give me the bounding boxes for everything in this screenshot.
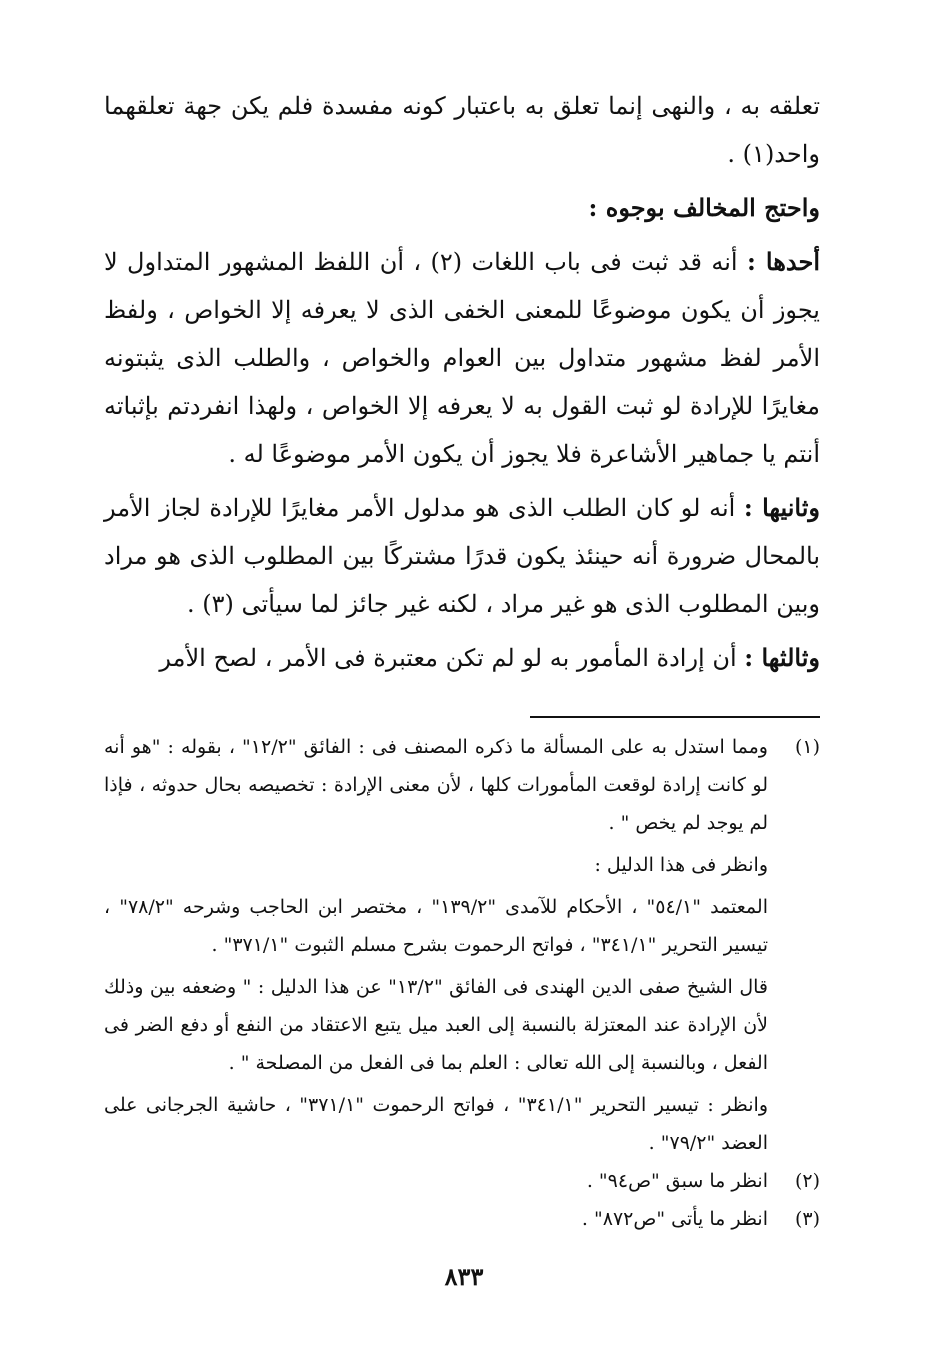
footnotes (104, 728, 820, 1238)
footnote-1-para-5: وانظر : تيسير التحرير "٣٤١/١" ، فواتح الرحموت "٣٧١/١" ، حاشية الجرجانى على العضد "٧٩/٢" . (104, 1094, 769, 1154)
footnote-2 (104, 1162, 820, 1200)
footnote-1-para-2: وانظر فى هذا الدليل : (594, 854, 768, 876)
footnote-1-para-4: قال الشيخ صفى الدين الهندى فى الفائق "١٣/٢" عن هذا الدليل : " وضعفه بين وذلك لأن الإرادة عند المعتزلة بالنسبة إلى العبد ميل يتبع الاعتقاد من النفع أو دفع الضر فى الفعل ، وبالنسبة إلى الله تعالى : العلم بما فى الفعل من المصلحة " . (104, 976, 768, 1074)
argument-first-lead: أحدها : (746, 247, 820, 276)
footnote-3 (104, 1200, 820, 1238)
argument-first (104, 238, 820, 478)
argument-second-lead: وثانيها : (743, 493, 820, 522)
argument-third-text: أن إرادة المأمور به لو لم تكن معتبرة فى الأمر ، لصح الأمر (159, 644, 745, 672)
argument-first-text: أنه قد ثبت فى باب اللغات (٢) ، أن اللفظ المشهور المتداول لا يجوز أن يكون موضوعًا للمعنى الخفى الذى لا يعرفه إلا الخواص ، ولفظ الأمر لفظ مشهور متداول بين العوام والخواص ، والطلب الذى يثبتونه مغايرًا للإرادة لو ثبت القول به لا يعرفه إلا الخواص ، ولهذا انفردتم بإثباته أنتم يا جماهير الأشاعرة فلا يجوز أن يكون الأمر موضوعًا له . (104, 248, 820, 468)
section-heading: واحتج المخالف بوجوه : (588, 193, 820, 222)
argument-second (104, 484, 820, 628)
footnote-divider (530, 716, 820, 718)
footnote-1-para-3: المعتمد "٥٤/١" ، الأحكام للآمدى "١٣٩/٢" ، مختصر ابن الحاجب وشرحه "٧٨/٢" ، تيسير التحرير "٣٤١/١" ، فواتح الرحموت بشرح مسلم الثبوت "٣٧١/١" . (104, 896, 768, 956)
footnote-3-number: (٣) (794, 1208, 820, 1230)
footnote-3-body: انظر ما يأتى "ص٨٧٢" . (581, 1208, 768, 1230)
footnote-1-body (104, 728, 768, 1162)
paragraph-continued: تعلقه به ، والنهى إنما تعلق به باعتبار كونه مفسدة فلم يكن جهة تعلقهما واحد(١) . (104, 92, 820, 168)
argument-third (104, 634, 820, 682)
footnote-1 (104, 728, 820, 1162)
argument-third-lead: وثالثها : (744, 643, 820, 672)
footnote-1-para-1: ومما استدل به على المسألة ما ذكره المصنف فى : الفائق "١٢/٢" ، بقوله : "هو أنه لو كانت إرادة لوقعت المأمورات كلها ، لأن معنى الإرادة : تخصيصه بحال حدوثه ، فإذا لم يوجد لم يخص " . (104, 736, 768, 834)
footnote-1-number: (١) (794, 736, 820, 758)
main-text (104, 82, 820, 682)
argument-second-text: أنه لو كان الطلب الذى هو مدلول الأمر مغايرًا للإرادة لجاز الأمر بالمحال ضرورة أنه حينئذ يكون قدرًا مشتركًا بين المطلوب الذى هو مراد وبين المطلوب الذى هو غير مراد ، لكنه غير جائز لما سيأتى (٣) . (104, 494, 820, 618)
footnote-2-number: (٢) (794, 1170, 820, 1192)
footnote-2-body: انظر ما سبق "ص٩٤" . (586, 1170, 768, 1192)
page-number: ٨٣٣ (444, 1262, 484, 1291)
